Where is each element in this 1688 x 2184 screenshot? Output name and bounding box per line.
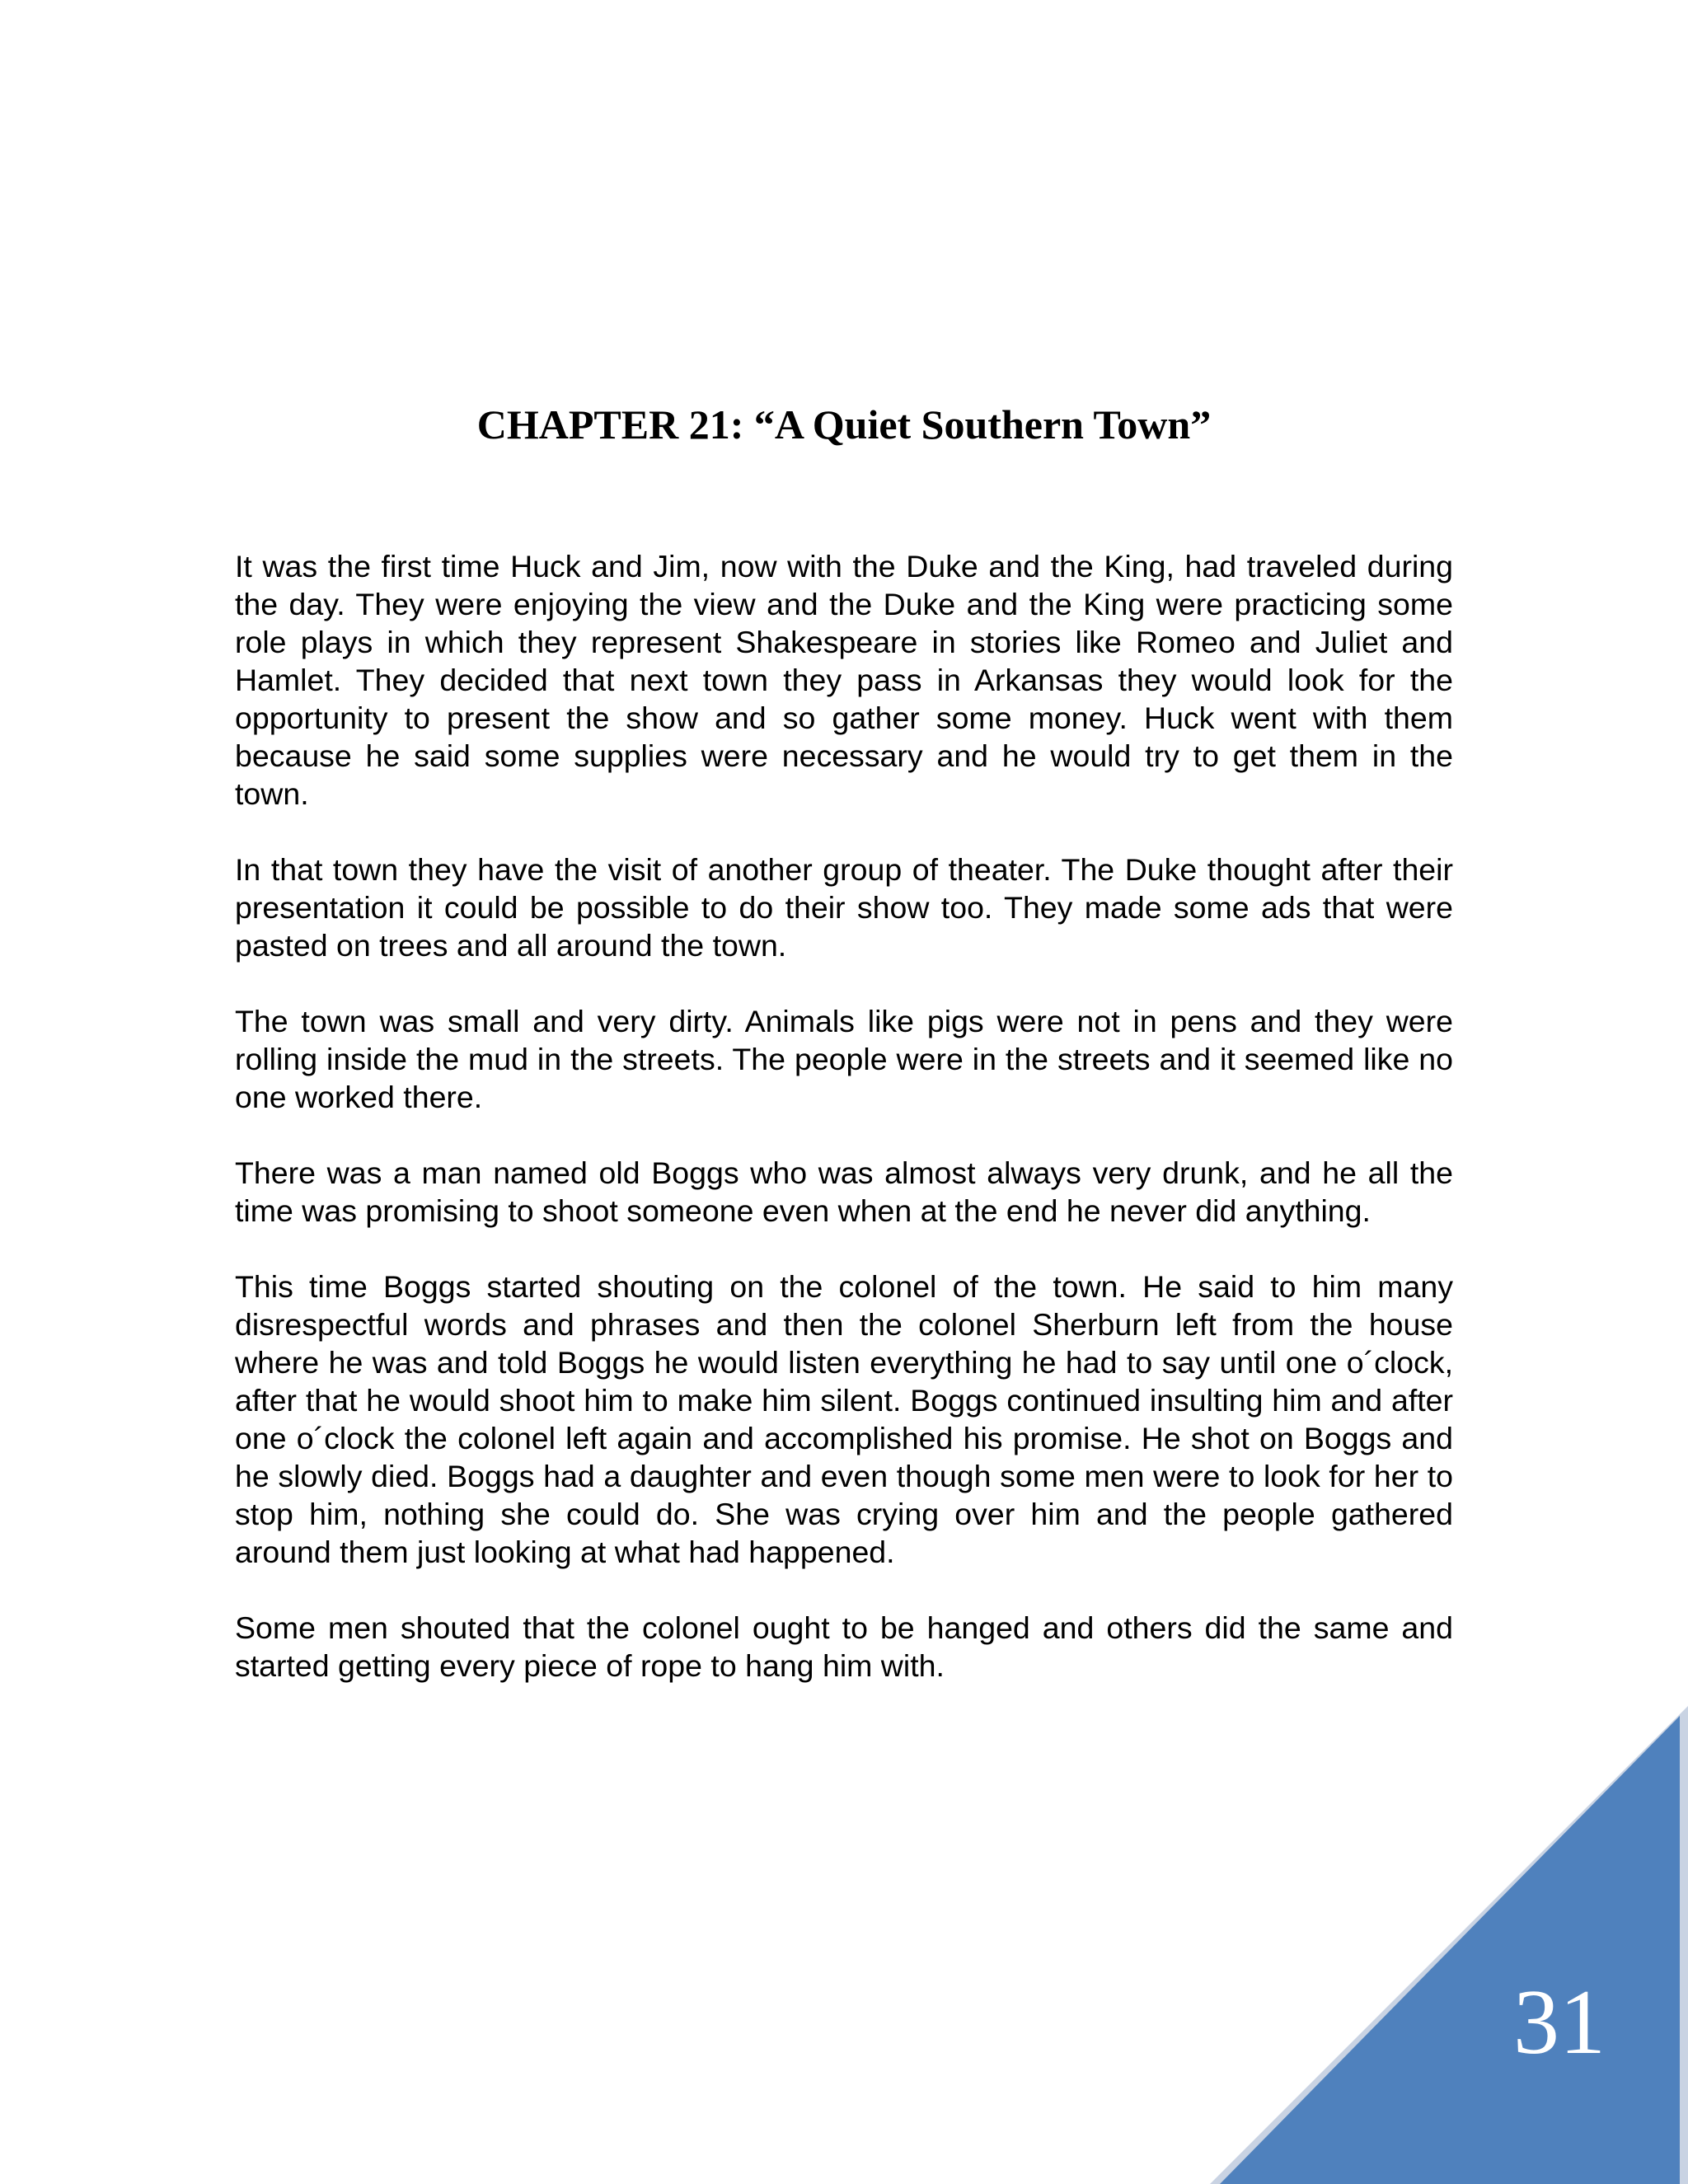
paragraph: In that town they have the visit of another group of theater. The Duke thought after their presentation it could be possible to do their show too. They made some ads that were pasted on trees and all around the town. [235, 852, 1453, 963]
paragraph: The town was small and very dirty. Animals like pigs were not in pens and they were rolling inside the mud in the streets. The people were in the streets and it seemed like no one worked there. [235, 1004, 1453, 1114]
paragraph: There was a man named old Boggs who was almost always very drunk, and he all the time was promising to shoot someone even when at the end he never did anything. [235, 1155, 1453, 1228]
page-number: 31 [1513, 1971, 1606, 2074]
chapter-body [235, 547, 1453, 1722]
page-corner-triangle [1210, 1706, 1688, 2184]
paragraph: It was the first time Huck and Jim, now with the Duke and the King, had traveled during the day. They were enjoying the view and the Duke and the King were practicing some role plays in which they represent Shakespeare in stories like Romeo and Juliet and Hamlet. They decided that next town they pass in Arkansas they would look for the opportunity to present the show and so gather some money. Huck went with them because he said some supplies were necessary and he would try to get them in the town. [235, 549, 1453, 811]
chapter-title: CHAPTER 21: “A Quiet Southern Town” [476, 401, 1212, 448]
paragraph: This time Boggs started shouting on the colonel of the town. He said to him many disrespectful words and phrases and then the colonel Sherburn left from the house where he was and told Boggs he would listen everything he had to say until one o´clock, after that he would shoot him to make him silent. Boggs continued insulting him and after one o´clock the colonel left again and accomplished his promise. He shot on Boggs and he slowly died. Boggs had a daughter and even though some men were to look for her to stop him, nothing she could do. She was crying over him and the people gathered around them just looking at what had happened. [235, 1269, 1453, 1569]
paragraph: Some men shouted that the colonel ought to be hanged and others did the same and started getting every piece of rope to hang him with. [235, 1610, 1453, 1683]
